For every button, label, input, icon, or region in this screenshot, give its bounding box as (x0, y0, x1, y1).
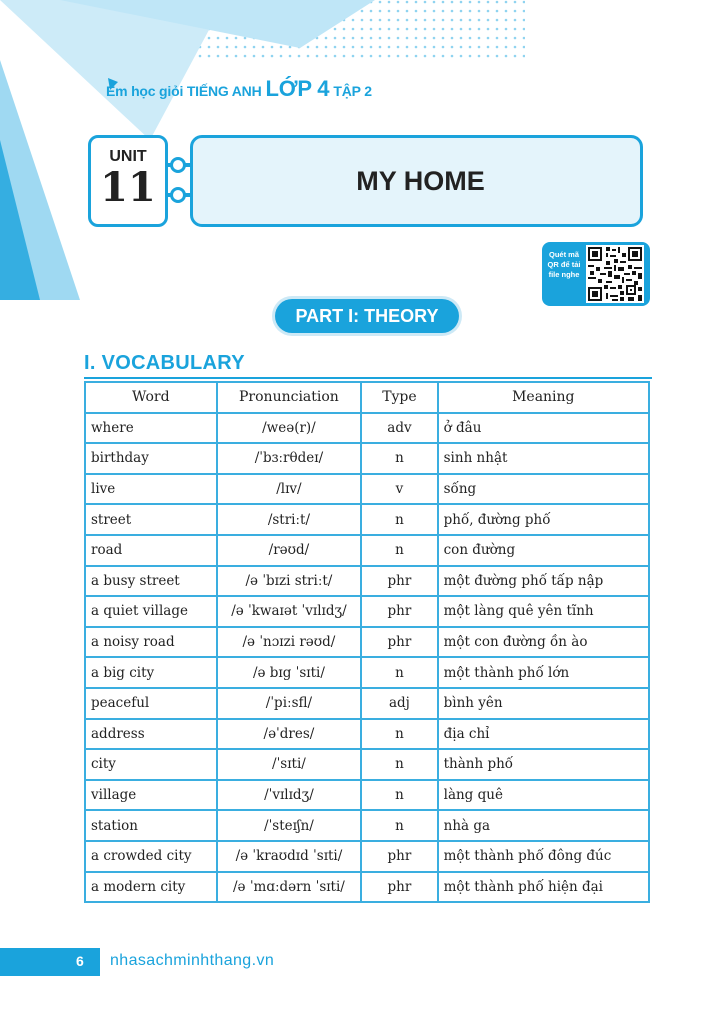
word-cell: address (85, 719, 217, 750)
pronunciation-cell: /ə ˈnɔɪzi rəʊd/ (217, 627, 362, 658)
pronunciation-cell: /ə ˈkraʊdɪd ˈsɪti/ (217, 841, 362, 872)
unit-number: 11 (100, 164, 156, 211)
type-cell: phr (361, 596, 437, 627)
type-cell: n (361, 443, 437, 474)
meaning-cell: một thành phố lớn (438, 657, 649, 688)
column-header-type: Type (361, 382, 437, 413)
table-row (85, 688, 649, 719)
word-cell: a noisy road (85, 627, 217, 658)
type-cell: n (361, 810, 437, 841)
footer-bar (0, 948, 100, 976)
meaning-cell: con đường (438, 535, 649, 566)
table-row (85, 627, 649, 658)
type-cell: v (361, 474, 437, 505)
pronunciation-cell: /ə bɪg ˈsɪti/ (217, 657, 362, 688)
part-heading: PART I: THEORY (275, 299, 459, 333)
type-cell: n (361, 535, 437, 566)
meaning-cell: một thành phố đông đúc (438, 841, 649, 872)
pronunciation-cell: /ˈpiːsfl/ (217, 688, 362, 719)
table-header-row (85, 382, 649, 413)
publisher-website: nhasachminhthang.vn (110, 952, 275, 969)
meaning-cell: thành phố (438, 749, 649, 780)
pronunciation-cell: /ˈbɜːrθdeɪ/ (217, 443, 362, 474)
meaning-cell: làng quê (438, 780, 649, 811)
column-header-meaning: Meaning (438, 382, 649, 413)
pronunciation-cell: /ˈsɪti/ (217, 749, 362, 780)
meaning-cell: một đường phố tấp nập (438, 566, 649, 597)
type-cell: phr (361, 566, 437, 597)
word-cell: a modern city (85, 872, 217, 903)
table-row (85, 443, 649, 474)
pronunciation-cell: /əˈdres/ (217, 719, 362, 750)
word-cell: peaceful (85, 688, 217, 719)
table-row (85, 474, 649, 505)
pronunciation-cell: /ˈvɪlɪdʒ/ (217, 780, 362, 811)
unit-badge (88, 135, 168, 227)
column-header-pronunciation: Pronunciation (217, 382, 362, 413)
pronunciation-cell: /ə ˈbɪzi striːt/ (217, 566, 362, 597)
pronunciation-cell: /lɪv/ (217, 474, 362, 505)
type-cell: phr (361, 627, 437, 658)
qr-caption: Quét mã QR để tải file nghe (547, 250, 581, 279)
connector-ring (170, 187, 186, 203)
column-header-word: Word (85, 382, 217, 413)
table-row (85, 780, 649, 811)
series-prefix: Em học giỏi TIẾNG ANH (106, 83, 262, 99)
connector-ring (170, 157, 186, 173)
type-cell: phr (361, 872, 437, 903)
type-cell: adv (361, 413, 437, 444)
table-row (85, 596, 649, 627)
table-row (85, 749, 649, 780)
word-cell: station (85, 810, 217, 841)
meaning-cell: bình yên (438, 688, 649, 719)
type-cell: n (361, 749, 437, 780)
table-row (85, 872, 649, 903)
word-cell: a quiet village (85, 596, 217, 627)
type-cell: adj (361, 688, 437, 719)
word-cell: city (85, 749, 217, 780)
qr-code-icon[interactable] (586, 245, 644, 303)
meaning-cell: ở đâu (438, 413, 649, 444)
qr-panel (542, 242, 650, 306)
book-series-title (106, 76, 372, 102)
vocabulary-table (84, 381, 650, 903)
type-cell: n (361, 780, 437, 811)
pronunciation-cell: /weə(r)/ (217, 413, 362, 444)
word-cell: a busy street (85, 566, 217, 597)
word-cell: a crowded city (85, 841, 217, 872)
table-row (85, 657, 649, 688)
unit-label: UNIT (109, 148, 147, 165)
word-cell: live (85, 474, 217, 505)
series-volume: TẬP 2 (333, 83, 372, 99)
series-grade: LỚP 4 (265, 76, 330, 101)
type-cell: n (361, 657, 437, 688)
meaning-cell: một con đường ồn ào (438, 627, 649, 658)
meaning-cell: địa chỉ (438, 719, 649, 750)
table-row (85, 566, 649, 597)
word-cell: village (85, 780, 217, 811)
word-cell: birthday (85, 443, 217, 474)
page-number: 6 (76, 953, 84, 969)
type-cell: n (361, 504, 437, 535)
meaning-cell: phố, đường phố (438, 504, 649, 535)
word-cell: a big city (85, 657, 217, 688)
meaning-cell: nhà ga (438, 810, 649, 841)
section-divider (84, 377, 652, 379)
pronunciation-cell: /striːt/ (217, 504, 362, 535)
table-row (85, 810, 649, 841)
table-row (85, 841, 649, 872)
pronunciation-cell: /ˈsteɪʃn/ (217, 810, 362, 841)
type-cell: phr (361, 841, 437, 872)
table-row (85, 504, 649, 535)
unit-title-box (190, 135, 643, 227)
type-cell: n (361, 719, 437, 750)
meaning-cell: một thành phố hiện đại (438, 872, 649, 903)
section-heading: I. VOCABULARY (84, 352, 245, 374)
word-cell: street (85, 504, 217, 535)
meaning-cell: sống (438, 474, 649, 505)
meaning-cell: một làng quê yên tĩnh (438, 596, 649, 627)
meaning-cell: sinh nhật (438, 443, 649, 474)
word-cell: where (85, 413, 217, 444)
table-row (85, 413, 649, 444)
pronunciation-cell: /ə ˈmɑːdərn ˈsɪti/ (217, 872, 362, 903)
pronunciation-cell: /ə ˈkwaɪət ˈvɪlɪdʒ/ (217, 596, 362, 627)
word-cell: road (85, 535, 217, 566)
table-row (85, 719, 649, 750)
table-row (85, 535, 649, 566)
pronunciation-cell: /rəʊd/ (217, 535, 362, 566)
unit-title: MY HOME (356, 165, 485, 196)
